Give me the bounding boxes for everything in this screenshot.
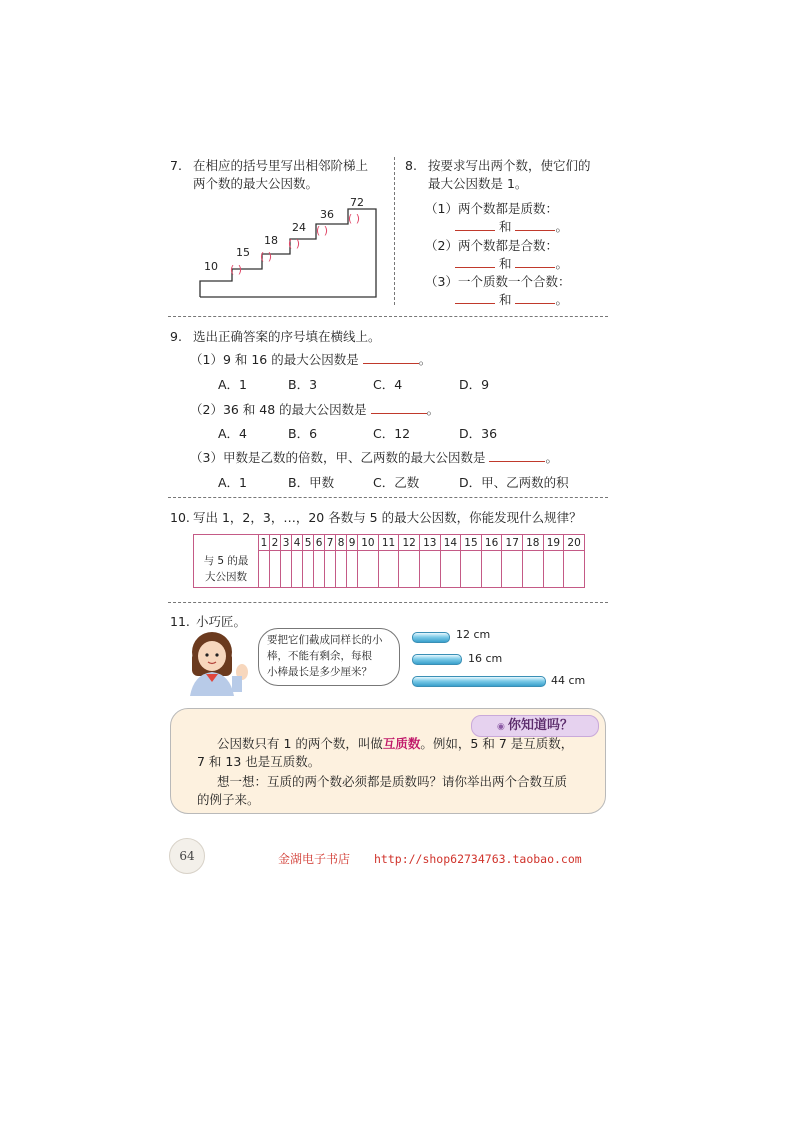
gcd-answer-17[interactable] bbox=[502, 551, 523, 588]
q8-text-line2: 最大公因数是 1。 bbox=[428, 176, 528, 191]
gcd-header-16: 16 bbox=[481, 535, 502, 551]
gcd-header-20: 20 bbox=[564, 535, 585, 551]
step-value-1: 10 bbox=[204, 260, 218, 273]
q9-item-3-period: 。 bbox=[545, 450, 558, 465]
gcd-answer-16[interactable] bbox=[481, 551, 502, 588]
q8-item-3-blank-b[interactable] bbox=[515, 291, 555, 304]
gcd-answer-6[interactable] bbox=[314, 551, 325, 588]
gcd-header-2: 2 bbox=[270, 535, 281, 551]
q9-item-2-option-d[interactable]: D．36 bbox=[459, 426, 498, 441]
q9-item-1-option-c[interactable]: C．4 bbox=[373, 377, 403, 392]
step-paren-4[interactable]: ( ) bbox=[288, 237, 301, 250]
girl-illustration bbox=[172, 630, 254, 696]
q8-item-3-and: 和 bbox=[498, 292, 512, 307]
q9-item-1-question: （1）9 和 16 的最大公因数是 bbox=[190, 352, 359, 367]
tip-text-a: 公因数只有 1 的两个数，叫做 bbox=[217, 736, 383, 751]
step-value-4: 24 bbox=[292, 221, 306, 234]
gcd-header-17: 17 bbox=[502, 535, 523, 551]
gcd-header-1: 1 bbox=[259, 535, 270, 551]
badge-text: 你知道吗？ bbox=[507, 718, 573, 733]
step-paren-3[interactable]: ( ) bbox=[260, 250, 273, 263]
speech-line-3: 小棒最长是多少厘米？ bbox=[267, 666, 372, 678]
rod-16cm bbox=[412, 654, 462, 665]
q9-item-1-option-b[interactable]: B．3 bbox=[288, 377, 318, 392]
speech-line-2: 棒，不能有剩余，每根 bbox=[267, 650, 372, 662]
gcd-header-9: 9 bbox=[347, 535, 358, 551]
gcd-table-header-row bbox=[194, 535, 585, 551]
rod-44cm-label: 44 cm bbox=[551, 674, 586, 687]
gcd-answer-11[interactable] bbox=[378, 551, 399, 588]
q8-item-2-label: （2）两个数都是合数： bbox=[425, 238, 558, 253]
rod-16cm-label: 16 cm bbox=[468, 652, 503, 665]
rod-44cm bbox=[412, 676, 546, 687]
gcd-header-6: 6 bbox=[314, 535, 325, 551]
gcd-answer-12[interactable] bbox=[399, 551, 420, 588]
step-paren-2[interactable]: ( ) bbox=[230, 263, 243, 276]
q7-number: 7. bbox=[170, 158, 182, 173]
q9-item-3-option-a[interactable]: A．1 bbox=[218, 475, 248, 490]
gcd-answer-18[interactable] bbox=[523, 551, 544, 588]
gcd-answer-10[interactable] bbox=[358, 551, 379, 588]
q9-item-2-blank[interactable] bbox=[371, 401, 427, 414]
tip-para-2-line-2: 的例子来。 bbox=[197, 792, 260, 807]
gcd-answer-15[interactable] bbox=[461, 551, 482, 588]
q9-item-2-question: （2）36 和 48 的最大公因数是 bbox=[190, 402, 367, 417]
q8-item-2-blank-b[interactable] bbox=[515, 255, 555, 268]
q9-item-3-blank[interactable] bbox=[489, 449, 545, 462]
did-you-know-box bbox=[170, 708, 606, 814]
gcd-answer-13[interactable] bbox=[419, 551, 440, 588]
gcd-answer-5[interactable] bbox=[303, 551, 314, 588]
gcd-header-7: 7 bbox=[325, 535, 336, 551]
step-paren-5[interactable]: ( ) bbox=[316, 224, 329, 237]
q9-title: 选出正确答案的序号填在横线上。 bbox=[193, 329, 381, 344]
q8-number: 8. bbox=[405, 158, 417, 173]
q8-item-1-answer bbox=[455, 218, 568, 236]
q8-item-2-period: 。 bbox=[555, 256, 568, 271]
q9-item-2 bbox=[190, 401, 439, 419]
tip-para-1-line-1 bbox=[217, 735, 573, 753]
q8-item-1-and: 和 bbox=[498, 219, 512, 234]
gcd-answer-14[interactable] bbox=[440, 551, 461, 588]
q9-item-3-option-d[interactable]: D．甲、乙两数的积 bbox=[459, 475, 569, 490]
gcd-answer-20[interactable] bbox=[564, 551, 585, 588]
footer-store-url[interactable]: http://shop62734763.taobao.com bbox=[374, 852, 582, 866]
q9-item-3-option-c[interactable]: C．乙数 bbox=[373, 475, 420, 490]
gcd-answer-3[interactable] bbox=[281, 551, 292, 588]
gcd-table-corner bbox=[194, 535, 259, 551]
q8-item-2-blank-a[interactable] bbox=[455, 255, 495, 268]
did-you-know-badge bbox=[471, 715, 599, 737]
gcd-table-answer-row bbox=[194, 551, 585, 588]
q9-item-2-option-c[interactable]: C．12 bbox=[373, 426, 411, 441]
column-divider bbox=[394, 157, 395, 305]
q8-item-1-blank-b[interactable] bbox=[515, 218, 555, 231]
gcd-table bbox=[193, 534, 585, 588]
q9-item-2-option-a[interactable]: A．4 bbox=[218, 426, 248, 441]
q11-title: 小巧匠。 bbox=[196, 614, 247, 629]
gcd-answer-8[interactable] bbox=[336, 551, 347, 588]
q9-number: 9. bbox=[170, 329, 182, 344]
badge-dot-icon: ◉ bbox=[496, 722, 508, 732]
gcd-header-8: 8 bbox=[336, 535, 347, 551]
q8-item-2-answer bbox=[455, 255, 568, 273]
q9-item-3 bbox=[190, 449, 558, 467]
tip-para-2-line-1: 想一想：互质的两个数必须都是质数吗？请你举出两个合数互质 bbox=[217, 774, 568, 789]
step-value-3: 18 bbox=[264, 234, 278, 247]
gcd-answer-2[interactable] bbox=[270, 551, 281, 588]
gcd-row-label-line1: 与 5 的最 bbox=[203, 554, 249, 567]
q9-item-1-option-d[interactable]: D．9 bbox=[459, 377, 490, 392]
gcd-header-10: 10 bbox=[358, 535, 379, 551]
q8-item-3-blank-a[interactable] bbox=[455, 291, 495, 304]
step-value-5: 36 bbox=[320, 208, 334, 221]
q7-text-line2: 两个数的最大公因数。 bbox=[193, 176, 319, 191]
gcd-header-15: 15 bbox=[461, 535, 482, 551]
q9-item-3-option-b[interactable]: B．甲数 bbox=[288, 475, 335, 490]
q9-item-1-period: 。 bbox=[418, 352, 432, 367]
gcd-answer-9[interactable] bbox=[347, 551, 358, 588]
q9-item-3-question: （3）甲数是乙数的倍数，甲、乙两数的最大公因数是 bbox=[190, 450, 486, 465]
footer-store-name: 金湖电子书店 bbox=[278, 852, 351, 866]
section-divider-2 bbox=[168, 497, 608, 498]
q8-item-2-and: 和 bbox=[498, 256, 512, 271]
speech-line-1: 要把它们截成同样长的小 bbox=[267, 634, 383, 646]
gcd-header-5: 5 bbox=[303, 535, 314, 551]
rod-12cm-label: 12 cm bbox=[456, 628, 491, 641]
q9-item-1 bbox=[190, 351, 431, 369]
gcd-row-label bbox=[194, 551, 259, 588]
speech-bubble bbox=[258, 628, 400, 686]
q9-item-2-period: 。 bbox=[426, 402, 440, 417]
q8-item-3-label: （3）一个质数一个合数： bbox=[425, 274, 571, 289]
q10-number: 10. bbox=[170, 510, 190, 525]
step-value-2: 15 bbox=[236, 246, 250, 259]
gcd-answer-19[interactable] bbox=[543, 551, 564, 588]
gcd-answer-7[interactable] bbox=[325, 551, 336, 588]
gcd-answer-1[interactable] bbox=[259, 551, 270, 588]
step-value-6: 72 bbox=[350, 196, 364, 209]
q11-number: 11. bbox=[170, 614, 190, 629]
q8-item-3-period: 。 bbox=[555, 292, 568, 307]
q7-text-line1: 在相应的括号里写出相邻阶梯上 bbox=[193, 158, 369, 173]
gcd-header-3: 3 bbox=[281, 535, 292, 551]
q8-text-line1: 按要求写出两个数，使它们的 bbox=[428, 158, 591, 173]
gcd-header-12: 12 bbox=[399, 535, 420, 551]
q8-item-3-answer bbox=[455, 291, 568, 309]
section-divider-3 bbox=[168, 602, 608, 603]
gcd-header-13: 13 bbox=[419, 535, 440, 551]
q10-title: 写出 1，2，3，…，20 各数与 5 的最大公因数，你能发现什么规律？ bbox=[193, 510, 582, 525]
page-number: 64 bbox=[169, 838, 205, 874]
q8-item-1-blank-a[interactable] bbox=[455, 218, 495, 231]
tip-text-c: 。例如，5 和 7 是互质数， bbox=[420, 736, 574, 751]
step-paren-6[interactable]: ( ) bbox=[348, 212, 361, 225]
rod-12cm bbox=[412, 632, 450, 643]
section-divider-1 bbox=[168, 316, 608, 317]
q9-item-1-option-a[interactable]: A．1 bbox=[218, 377, 248, 392]
gcd-header-18: 18 bbox=[523, 535, 544, 551]
q8-item-1-label: （1）两个数都是质数： bbox=[425, 201, 558, 216]
gcd-header-4: 4 bbox=[292, 535, 303, 551]
tip-term-coprime: 互质数 bbox=[382, 736, 421, 751]
gcd-header-19: 19 bbox=[543, 535, 564, 551]
q9-item-2-option-b[interactable]: B．6 bbox=[288, 426, 318, 441]
gcd-row-label-line2: 大公因数 bbox=[205, 570, 247, 583]
tip-para-1-line-2: 7 和 13 也是互质数。 bbox=[197, 754, 321, 769]
gcd-header-11: 11 bbox=[378, 535, 399, 551]
q9-item-1-blank[interactable] bbox=[363, 351, 419, 364]
gcd-header-14: 14 bbox=[440, 535, 461, 551]
q8-item-1-period: 。 bbox=[555, 219, 568, 234]
gcd-answer-4[interactable] bbox=[292, 551, 303, 588]
